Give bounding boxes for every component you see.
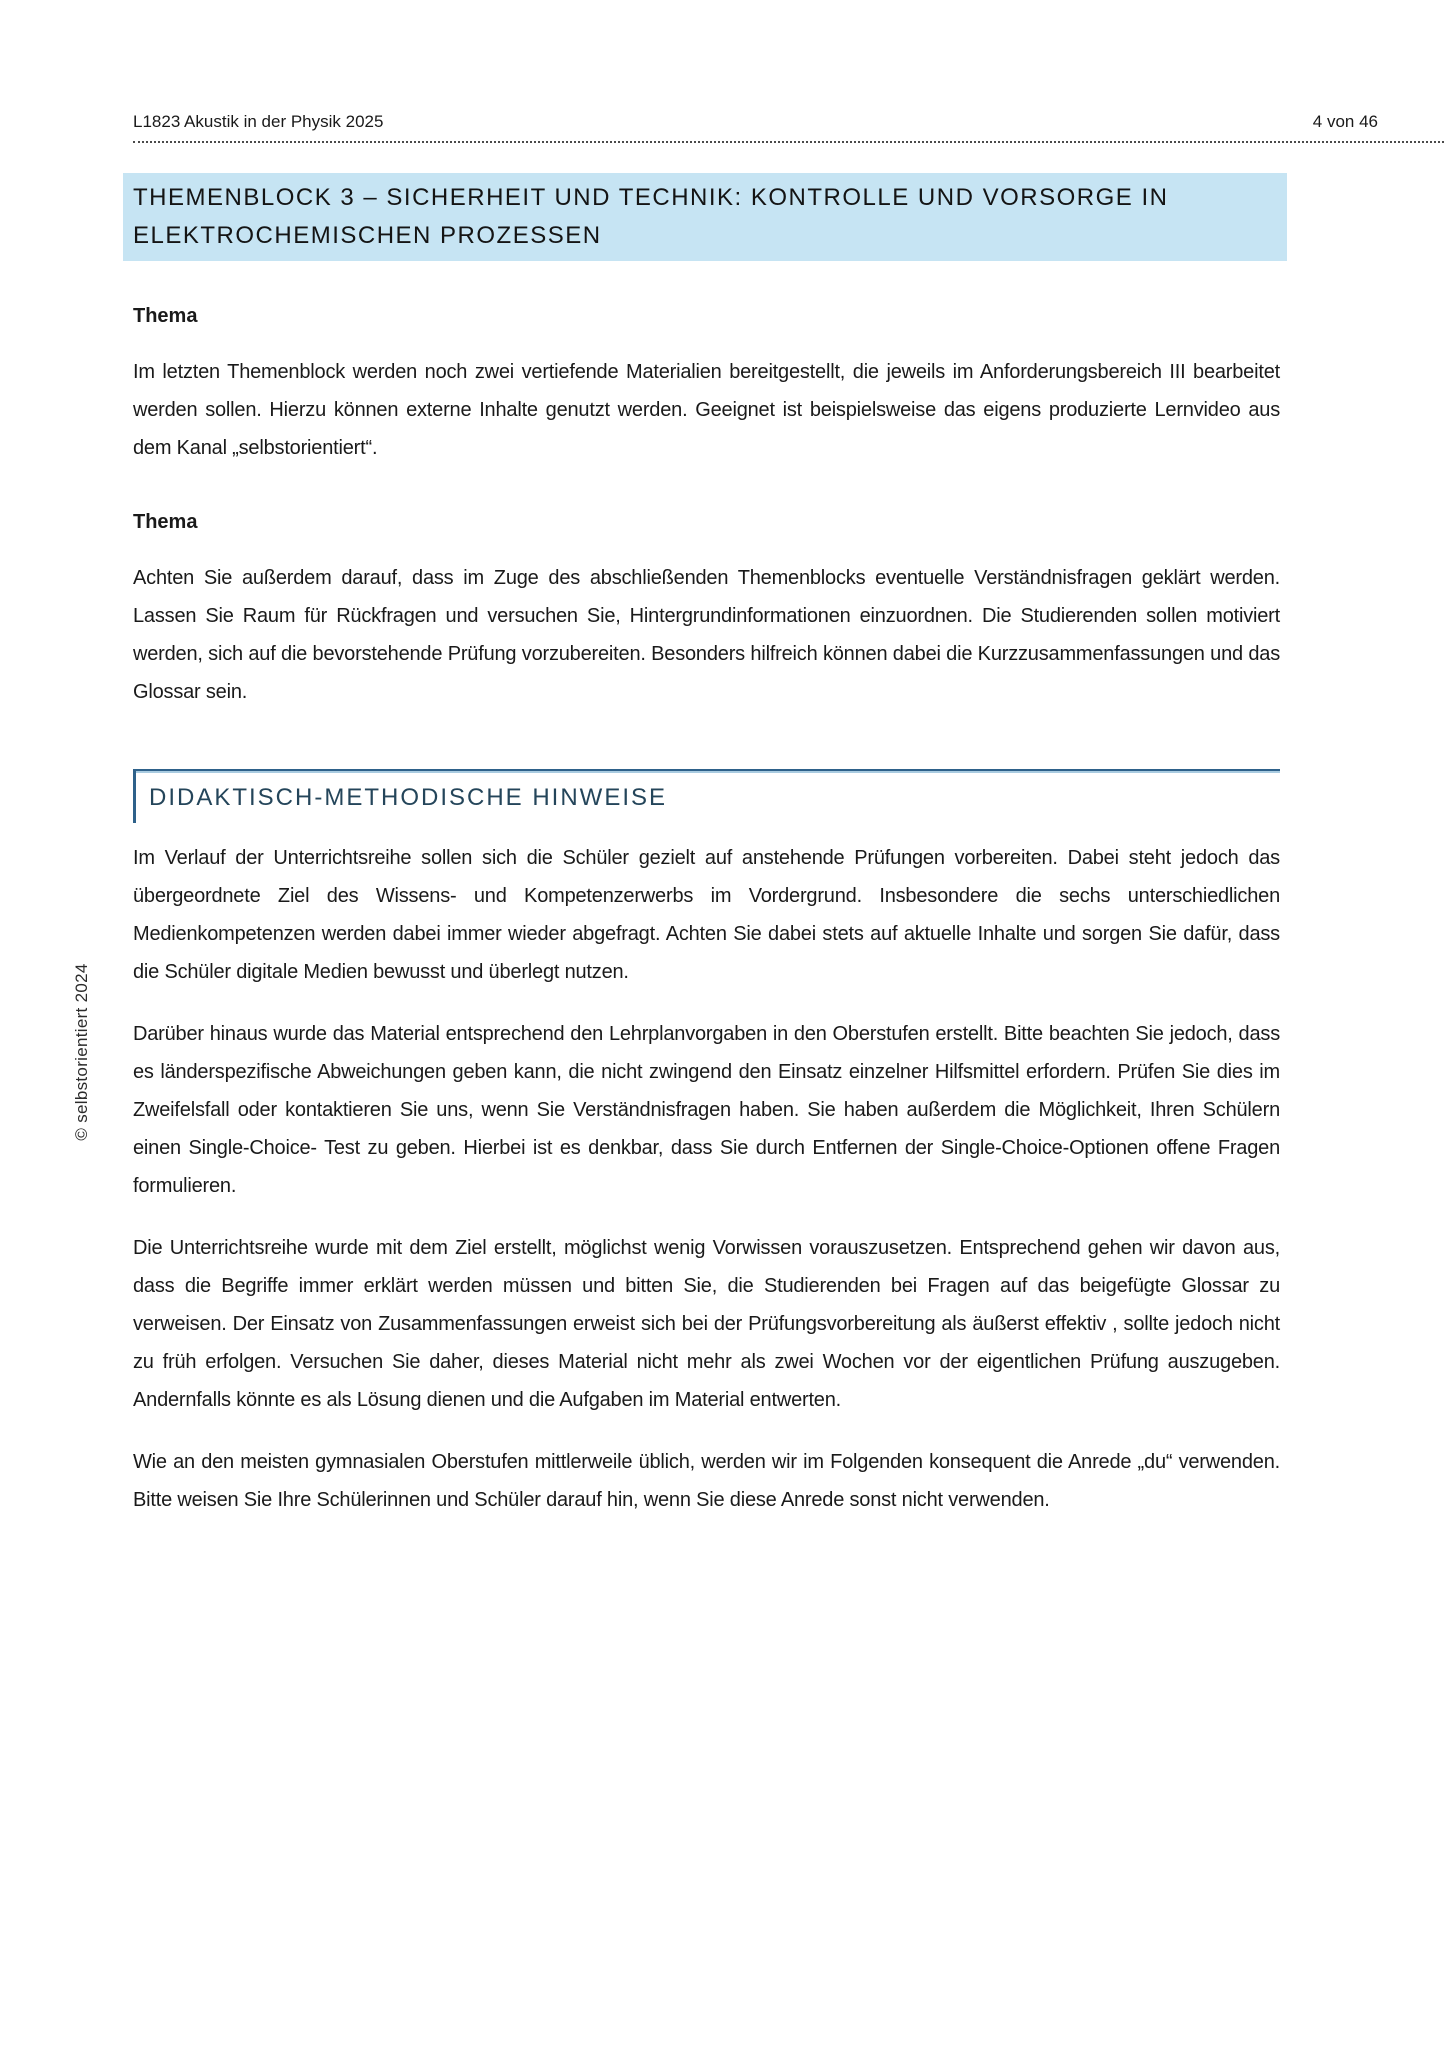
thema-heading-2: Thema <box>133 511 198 533</box>
paragraph-didaktik-4: Wie an den meisten gymnasialen Oberstufen mittlerweile üblich, werden wir im Folgenden konsequent die Anrede „du“ verwenden. Bitte weisen Sie Ihre Schülerinnen und Schüler darauf hin, wenn Sie diese Anrede sonst nicht verwenden. <box>133 1451 1280 1511</box>
content-column <box>133 0 1280 1519</box>
header-page-number: 4 von 46 <box>1312 112 1378 131</box>
paragraph-didaktik-1: Im Verlauf der Unterrichtsreihe sollen sich die Schüler gezielt auf anstehende Prüfungen vorbereiten. Dabei steht jedoch das übergeordnete Ziel des Wissens- und Kompetenzerwerbs im Vordergrund. Insbesondere die sechs unterschiedlichen Medienkompetenzen werden dabei immer wieder abgefragt. Achten Sie dabei stets auf aktuelle Inhalte und sorgen Sie dafür, dass die Schüler digitale Medien bewusst und überlegt nutzen. <box>133 847 1280 983</box>
themenblock-title: THEMENBLOCK 3 – SICHERHEIT UND TECHNIK: KONTROLLE UND VORSORGE IN ELEKTROCHEMISCHEN PROZESSEN <box>123 173 1287 261</box>
copyright-vertical-text: © selbstorientiert 2024 <box>72 963 91 1141</box>
paragraph-didaktik-3: Die Unterrichtsreihe wurde mit dem Ziel erstellt, möglichst wenig Vorwissen vorauszusetzen. Entsprechend gehen wir davon aus, dass die Begriffe immer erklärt werden müssen und bitten Sie, die Studierenden bei Fragen auf das beigefügte Glossar zu verweisen. Der Einsatz von Zusammenfassungen erweist sich bei der Prüfungsvorbereitung als äußerst effektiv , sollte jedoch nicht zu früh erfolgen. Versuchen Sie daher, dieses Material nicht mehr als zwei Wochen vor der eigentlichen Prüfung auszugeben. Andernfalls könnte es als Lösung dienen und die Aufgaben im Material entwerten. <box>133 1237 1280 1411</box>
paragraph-thema-1: Im letzten Themenblock werden noch zwei vertiefende Materialien bereitgestellt, die jeweils im Anforderungsbereich III bearbeitet werden sollen. Hierzu können externe Inhalte genutzt werden. Geeignet ist beispielsweise das eigens produzierte Lernvideo aus dem Kanal „selbstorientiert“. <box>133 361 1280 459</box>
paragraph-didaktik-2: Darüber hinaus wurde das Material entsprechend den Lehrplanvorgaben in den Oberstufen erstellt. Bitte beachten Sie jedoch, dass es länderspezifische Abweichungen geben kann, die nicht zwingend den Einsatz einzelner Hilfsmittel erfordern. Prüfen Sie dies im Zweifelsfall oder kontaktieren Sie uns, wenn Sie Verständnisfragen haben. Sie haben außerdem die Möglichkeit, Ihren Schülern einen Single-Choice- Test zu geben. Hierbei ist es denkbar, dass Sie durch Entfernen der Single-Choice-Optionen offene Fragen formulieren. <box>133 1023 1280 1197</box>
header-document-code: L1823 Akustik in der Physik 2025 <box>133 112 384 131</box>
thema-heading-1: Thema <box>133 305 198 327</box>
didaktik-heading: DIDAKTISCH-METHODISCHE HINWEISE <box>149 784 668 811</box>
paragraph-thema-2: Achten Sie außerdem darauf, dass im Zuge des abschließenden Themenblocks eventuelle Verständnisfragen geklärt werden. Lassen Sie Raum für Rückfragen und versuchen Sie, Hintergrundinformationen einzuordnen. Die Studierenden sollen motiviert werden, sich auf die bevorstehende Prüfung vorzubereiten. Besonders hilfreich können dabei die Kurzzusammenfassungen und das Glossar sein. <box>133 567 1280 703</box>
didaktik-section-header <box>133 769 1280 823</box>
